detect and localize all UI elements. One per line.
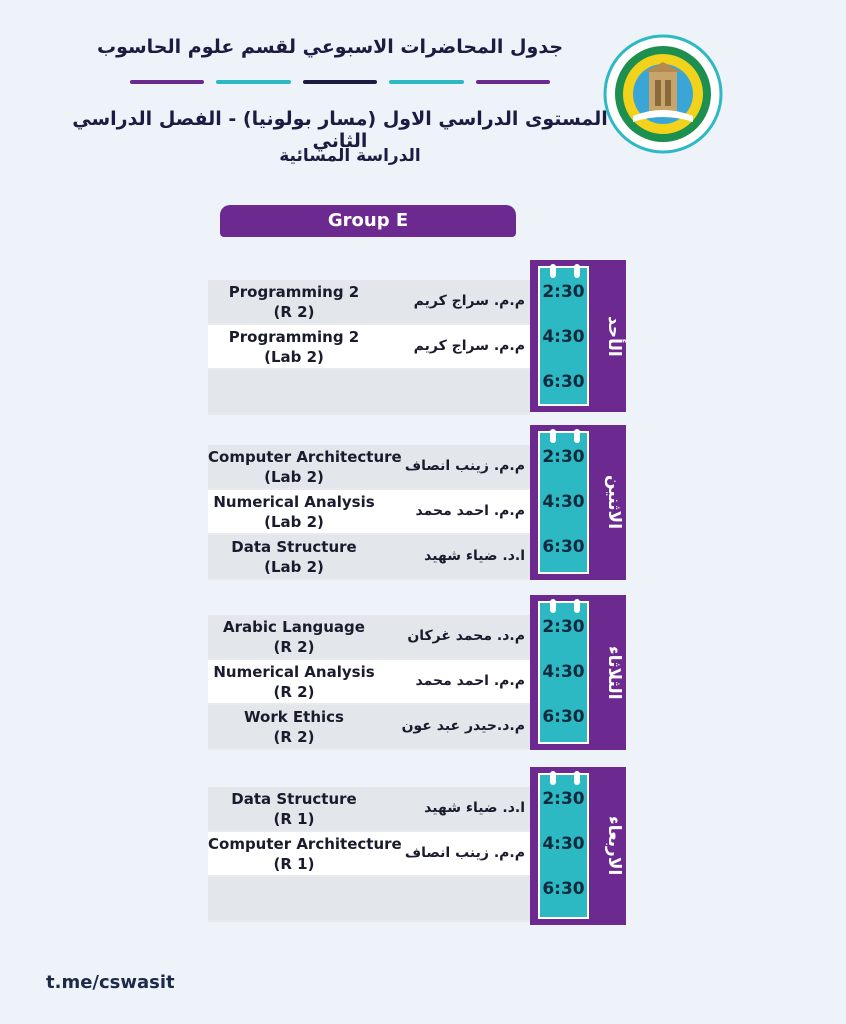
course-room: (R 1) — [273, 854, 315, 873]
day-name: الأحد — [604, 315, 624, 357]
teacher-name: م.م. احمد محمد — [415, 673, 525, 689]
schedule-row — [208, 615, 530, 660]
course-title: Work Ethics — [244, 707, 344, 726]
day-block — [208, 595, 626, 750]
course-room: (R 2) — [273, 637, 315, 656]
course-title: Computer Architecture — [208, 834, 402, 853]
course-name — [208, 535, 380, 578]
course-title: Numerical Analysis — [213, 492, 375, 511]
binder-ring-icon — [574, 771, 580, 785]
binder-ring-icon — [574, 264, 580, 278]
course-title: Data Structure — [231, 789, 357, 808]
time-slot: 6:30 — [542, 707, 585, 727]
teacher-name: م.م. سراج كريم — [413, 338, 525, 354]
course-title: Numerical Analysis — [213, 662, 375, 681]
day-panel — [530, 260, 626, 412]
binder-ring-icon — [550, 771, 556, 785]
binder-ring-icon — [550, 429, 556, 443]
teacher-name — [380, 877, 525, 920]
course-name — [208, 325, 380, 368]
schedule-row — [208, 877, 530, 922]
divider-dash — [216, 80, 290, 84]
day-block — [208, 260, 626, 412]
course-name — [208, 787, 380, 830]
schedule-row — [208, 445, 530, 490]
time-slot: 6:30 — [542, 879, 585, 899]
time-slot: 4:30 — [542, 834, 585, 854]
page-subtitle: المستوى الدراسي الاول (مسار بولونيا) - الفصل الدراسي الثاني — [72, 108, 608, 152]
time-slot: 6:30 — [542, 537, 585, 557]
schedule-row — [208, 280, 530, 325]
teacher-name: م.م. سراج كريم — [413, 293, 525, 309]
course-room: (R 1) — [273, 809, 315, 828]
time-slot: 4:30 — [542, 492, 585, 512]
course-title: Arabic Language — [223, 617, 365, 636]
schedule-row — [208, 832, 530, 877]
course-room: (R 2) — [273, 682, 315, 701]
time-slot: 4:30 — [542, 327, 585, 347]
page-title: جدول المحاضرات الاسبوعي لقسم علوم الحاسوب — [96, 36, 564, 58]
time-slot: 2:30 — [542, 447, 585, 467]
divider-dash — [389, 80, 463, 84]
binder-ring-icon — [550, 599, 556, 613]
time-slot: 6:30 — [542, 372, 585, 392]
teacher-name: م.م. احمد محمد — [415, 503, 525, 519]
day-panel — [530, 767, 626, 925]
teacher-name: ا.د. ضياء شهيد — [424, 800, 525, 816]
course-name — [208, 490, 380, 533]
teacher-name: م.د.حيدر عبد عون — [401, 718, 525, 734]
schedule-row — [208, 660, 530, 705]
binder-ring-icon — [550, 264, 556, 278]
study-type: الدراسة المسائية — [279, 146, 421, 166]
schedule-row — [208, 535, 530, 580]
course-name — [208, 280, 380, 323]
course-room: (Lab 2) — [264, 557, 324, 576]
course-room: (Lab 2) — [264, 467, 324, 486]
time-slot: 4:30 — [542, 662, 585, 682]
day-block — [208, 767, 626, 925]
course-name — [208, 370, 380, 413]
teacher-name: ا.د. ضياء شهيد — [424, 548, 525, 564]
course-room: (Lab 2) — [264, 347, 324, 366]
course-title: Programming 2 — [228, 282, 360, 301]
course-title: Computer Architecture — [208, 447, 402, 466]
schedule-row — [208, 787, 530, 832]
divider-dash — [303, 80, 377, 84]
day-name: الاثنين — [604, 475, 624, 530]
course-title: Data Structure — [231, 537, 357, 556]
course-name — [208, 660, 380, 703]
time-slot: 2:30 — [542, 282, 585, 302]
day-panel — [530, 425, 626, 580]
divider-dash — [130, 80, 204, 84]
schedule-row — [208, 705, 530, 750]
binder-ring-icon — [574, 429, 580, 443]
course-name — [208, 832, 402, 875]
course-name — [208, 445, 402, 488]
schedule-row — [208, 325, 530, 370]
teacher-name: م.م. زينب انصاف — [404, 845, 525, 861]
day-panel — [530, 595, 626, 750]
divider-dash — [476, 80, 550, 84]
day-block — [208, 425, 626, 580]
time-slot: 2:30 — [542, 789, 585, 809]
day-name: الثلاثاء — [604, 645, 624, 700]
telegram-link[interactable]: t.me/cswasit — [46, 972, 175, 993]
schedule-row — [208, 370, 530, 415]
teacher-name: م.د. محمد غركان — [407, 628, 525, 644]
schedule-row — [208, 490, 530, 535]
course-title: Programming 2 — [228, 327, 360, 346]
day-name: الاربعاء — [604, 816, 624, 876]
teacher-name: م.م. زينب انصاف — [404, 458, 525, 474]
binder-ring-icon — [574, 599, 580, 613]
course-room: (R 2) — [273, 727, 315, 746]
title-divider — [130, 80, 550, 84]
course-name — [208, 705, 380, 748]
group-label: Group E — [220, 205, 516, 237]
course-room: (R 2) — [273, 302, 315, 321]
course-name — [208, 877, 380, 920]
time-slot: 2:30 — [542, 617, 585, 637]
course-name — [208, 615, 380, 658]
college-logo — [603, 34, 723, 154]
course-room: (Lab 2) — [264, 512, 324, 531]
teacher-name — [380, 370, 525, 413]
